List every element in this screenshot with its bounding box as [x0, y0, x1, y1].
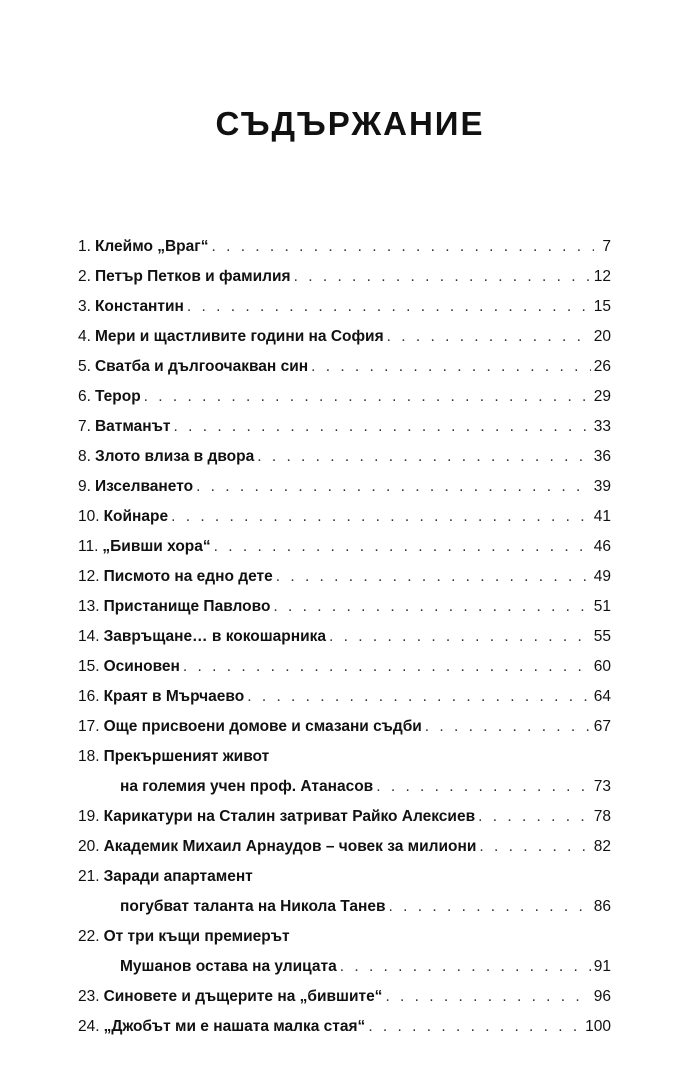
toc-entry-page: 12: [593, 268, 611, 285]
toc-entry-title: Клеймо „Враг“: [94, 238, 209, 255]
dot-leader: [376, 772, 591, 802]
toc-entry-number: 6.: [78, 388, 91, 405]
dot-leader: [478, 802, 591, 832]
toc-entry-title: Синовете и дъщерите на „бившите“: [103, 988, 383, 1005]
toc-entry-page: 39: [593, 478, 611, 495]
toc-entry-number: 20.: [78, 838, 100, 855]
toc-entry-number: 21.: [78, 868, 100, 885]
toc-entry-line: [78, 472, 611, 502]
toc-entry-page: 7: [602, 238, 611, 255]
toc-entry: [78, 322, 611, 352]
toc-entry-title: Краят в Мърчаево: [103, 688, 245, 705]
toc-entry-page: 73: [593, 778, 611, 795]
toc-entry-line: [78, 442, 611, 472]
toc-entry-page: 86: [593, 898, 611, 915]
toc-entry-line: [78, 502, 611, 532]
toc-entry-number: 2.: [78, 268, 91, 285]
toc-entry-page: 20: [593, 328, 611, 345]
toc-entry: [78, 592, 611, 622]
toc-entry: [78, 232, 611, 262]
toc-entry-line: [78, 412, 611, 442]
toc-entry-number: 17.: [78, 718, 100, 735]
toc-entry-page: 100: [585, 1018, 611, 1035]
toc-entry-page: 36: [593, 448, 611, 465]
toc-entry-number: 18.: [78, 748, 100, 765]
dot-leader: [311, 352, 591, 382]
toc-entry-line: [78, 1012, 611, 1042]
toc-entry: [78, 382, 611, 412]
toc-entry: [78, 292, 611, 322]
toc-entry: [78, 982, 611, 1012]
toc-entry-title: От три къщи премиерът: [103, 928, 290, 945]
dot-leader: [273, 592, 590, 622]
toc-entry: [78, 712, 611, 742]
toc-entry-title: „Бивши хора“: [102, 538, 211, 555]
toc-entry: [78, 1012, 611, 1042]
toc-entry-number: 5.: [78, 358, 91, 375]
toc-entry-page: 91: [593, 958, 611, 975]
toc-entry-title: Пристанище Павлово: [103, 598, 271, 615]
toc-entry-number: 15.: [78, 658, 100, 675]
toc-entry-line: [78, 802, 611, 832]
toc-entry-title: Терор: [94, 388, 141, 405]
toc-entry-line: [78, 712, 611, 742]
toc-entry: [78, 262, 611, 292]
toc-entry-number: 8.: [78, 448, 91, 465]
toc-entry-page: 26: [593, 358, 611, 375]
toc-entry-title: Осиновен: [103, 658, 180, 675]
toc-entry-number: 13.: [78, 598, 100, 615]
toc-entry-title: погубват таланта на Никола Танев: [120, 898, 386, 915]
toc-entry-title: Ватманът: [94, 418, 171, 435]
toc-entry-number: 7.: [78, 418, 91, 435]
dot-leader: [385, 982, 590, 1012]
table-of-contents: [78, 232, 611, 1042]
toc-entry-title: Прекършеният живот: [103, 748, 270, 765]
dot-leader: [276, 562, 591, 592]
dot-leader: [214, 532, 591, 562]
toc-entry-line: [78, 652, 611, 682]
toc-entry: [78, 832, 611, 862]
toc-entry-number: 10.: [78, 508, 100, 525]
toc-entry: [78, 862, 611, 922]
dot-leader: [247, 682, 591, 712]
toc-entry-title: на големия учен проф. Атанасов: [120, 778, 374, 795]
toc-entry-line: [78, 352, 611, 382]
toc-entry-line: [78, 742, 611, 772]
toc-entry-page: 60: [593, 658, 611, 675]
toc-entry-number: 12.: [78, 568, 100, 585]
toc-entry: [78, 532, 611, 562]
toc-entry: [78, 472, 611, 502]
dot-leader: [257, 442, 591, 472]
toc-entry: [78, 682, 611, 712]
toc-entry-page: 49: [593, 568, 611, 585]
toc-entry-page: 15: [593, 298, 611, 315]
toc-entry-number: 16.: [78, 688, 100, 705]
toc-entry-title: Койнаре: [103, 508, 169, 525]
toc-entry: [78, 802, 611, 832]
toc-entry-title: Мери и щастливите години на София: [94, 328, 384, 345]
toc-entry: [78, 922, 611, 982]
toc-entry-line: [78, 562, 611, 592]
toc-entry-title: Мушанов остава на улицата: [120, 958, 337, 975]
toc-entry-title: „Джобът ми е нашата малка стая“: [103, 1018, 366, 1035]
toc-entry-number: 14.: [78, 628, 100, 645]
dot-leader: [171, 502, 591, 532]
dot-leader: [144, 382, 591, 412]
page-title: СЪДЪРЖАНИЕ: [215, 105, 485, 142]
toc-entry-title: Злото влиза в двора: [94, 448, 255, 465]
toc-entry: [78, 652, 611, 682]
toc-entry-line: [78, 382, 611, 412]
toc-entry-number: 23.: [78, 988, 100, 1005]
toc-entry-line: [78, 622, 611, 652]
toc-entry: [78, 352, 611, 382]
toc-entry-page: 96: [593, 988, 611, 1005]
toc-entry-title: Карикатури на Сталин затриват Райко Алексиев: [103, 808, 476, 825]
toc-entry-title: Академик Михаил Арнаудов – човек за милиони: [103, 838, 477, 855]
dot-leader: [294, 262, 591, 292]
toc-entry-page: 78: [593, 808, 611, 825]
toc-entry-title: Константин: [94, 298, 184, 315]
dot-leader: [187, 292, 591, 322]
toc-entry-title: Изселването: [94, 478, 194, 495]
toc-entry-line: [78, 682, 611, 712]
toc-entry-page: 64: [593, 688, 611, 705]
toc-entry-line: [78, 232, 611, 262]
toc-entry: [78, 562, 611, 592]
toc-entry-title: Писмото на едно дете: [103, 568, 273, 585]
toc-entry-title: Петър Петков и фамилия: [94, 268, 291, 285]
toc-entry-title: Сватба и дългоочакван син: [94, 358, 309, 375]
toc-entry-page: 51: [593, 598, 611, 615]
dot-leader: [173, 412, 590, 442]
toc-entry-title: Заради апартамент: [103, 868, 253, 885]
toc-entry-number: 1.: [78, 238, 91, 255]
dot-leader: [196, 472, 591, 502]
dot-leader: [211, 232, 594, 262]
dot-leader: [479, 832, 590, 862]
dot-leader: [389, 892, 591, 922]
toc-entry-number: 19.: [78, 808, 100, 825]
toc-entry-line: [78, 322, 611, 352]
toc-entry-number: 4.: [78, 328, 91, 345]
toc-entry: [78, 412, 611, 442]
dot-leader: [387, 322, 591, 352]
toc-entry-line: [78, 862, 611, 892]
toc-entry: [78, 622, 611, 652]
toc-entry-line: [78, 772, 611, 802]
toc-entry: [78, 502, 611, 532]
toc-entry-line: [78, 532, 611, 562]
toc-entry-number: 11.: [78, 538, 99, 555]
toc-entry: [78, 742, 611, 802]
toc-entry-line: [78, 292, 611, 322]
toc-entry-title: Завръщане… в кокошарника: [103, 628, 327, 645]
toc-entry-page: 41: [593, 508, 611, 525]
dot-leader: [368, 1012, 582, 1042]
toc-entry-page: 29: [593, 388, 611, 405]
toc-entry-number: 24.: [78, 1018, 100, 1035]
dot-leader: [340, 952, 591, 982]
toc-entry-line: [78, 262, 611, 292]
dot-leader: [183, 652, 591, 682]
toc-entry-line: [78, 952, 611, 982]
toc-entry-title: Още присвоени домове и смазани съдби: [103, 718, 422, 735]
toc-entry-number: 3.: [78, 298, 91, 315]
toc-entry-page: 46: [593, 538, 611, 555]
toc-entry-line: [78, 982, 611, 1012]
toc-entry-page: 82: [593, 838, 611, 855]
toc-entry: [78, 442, 611, 472]
toc-entry-page: 55: [593, 628, 611, 645]
toc-entry-line: [78, 592, 611, 622]
toc-entry-line: [78, 832, 611, 862]
dot-leader: [329, 622, 591, 652]
toc-entry-line: [78, 922, 611, 952]
toc-entry-number: 9.: [78, 478, 91, 495]
toc-entry-number: 22.: [78, 928, 100, 945]
dot-leader: [425, 712, 591, 742]
toc-entry-page: 33: [593, 418, 611, 435]
toc-entry-line: [78, 892, 611, 922]
toc-entry-page: 67: [593, 718, 611, 735]
